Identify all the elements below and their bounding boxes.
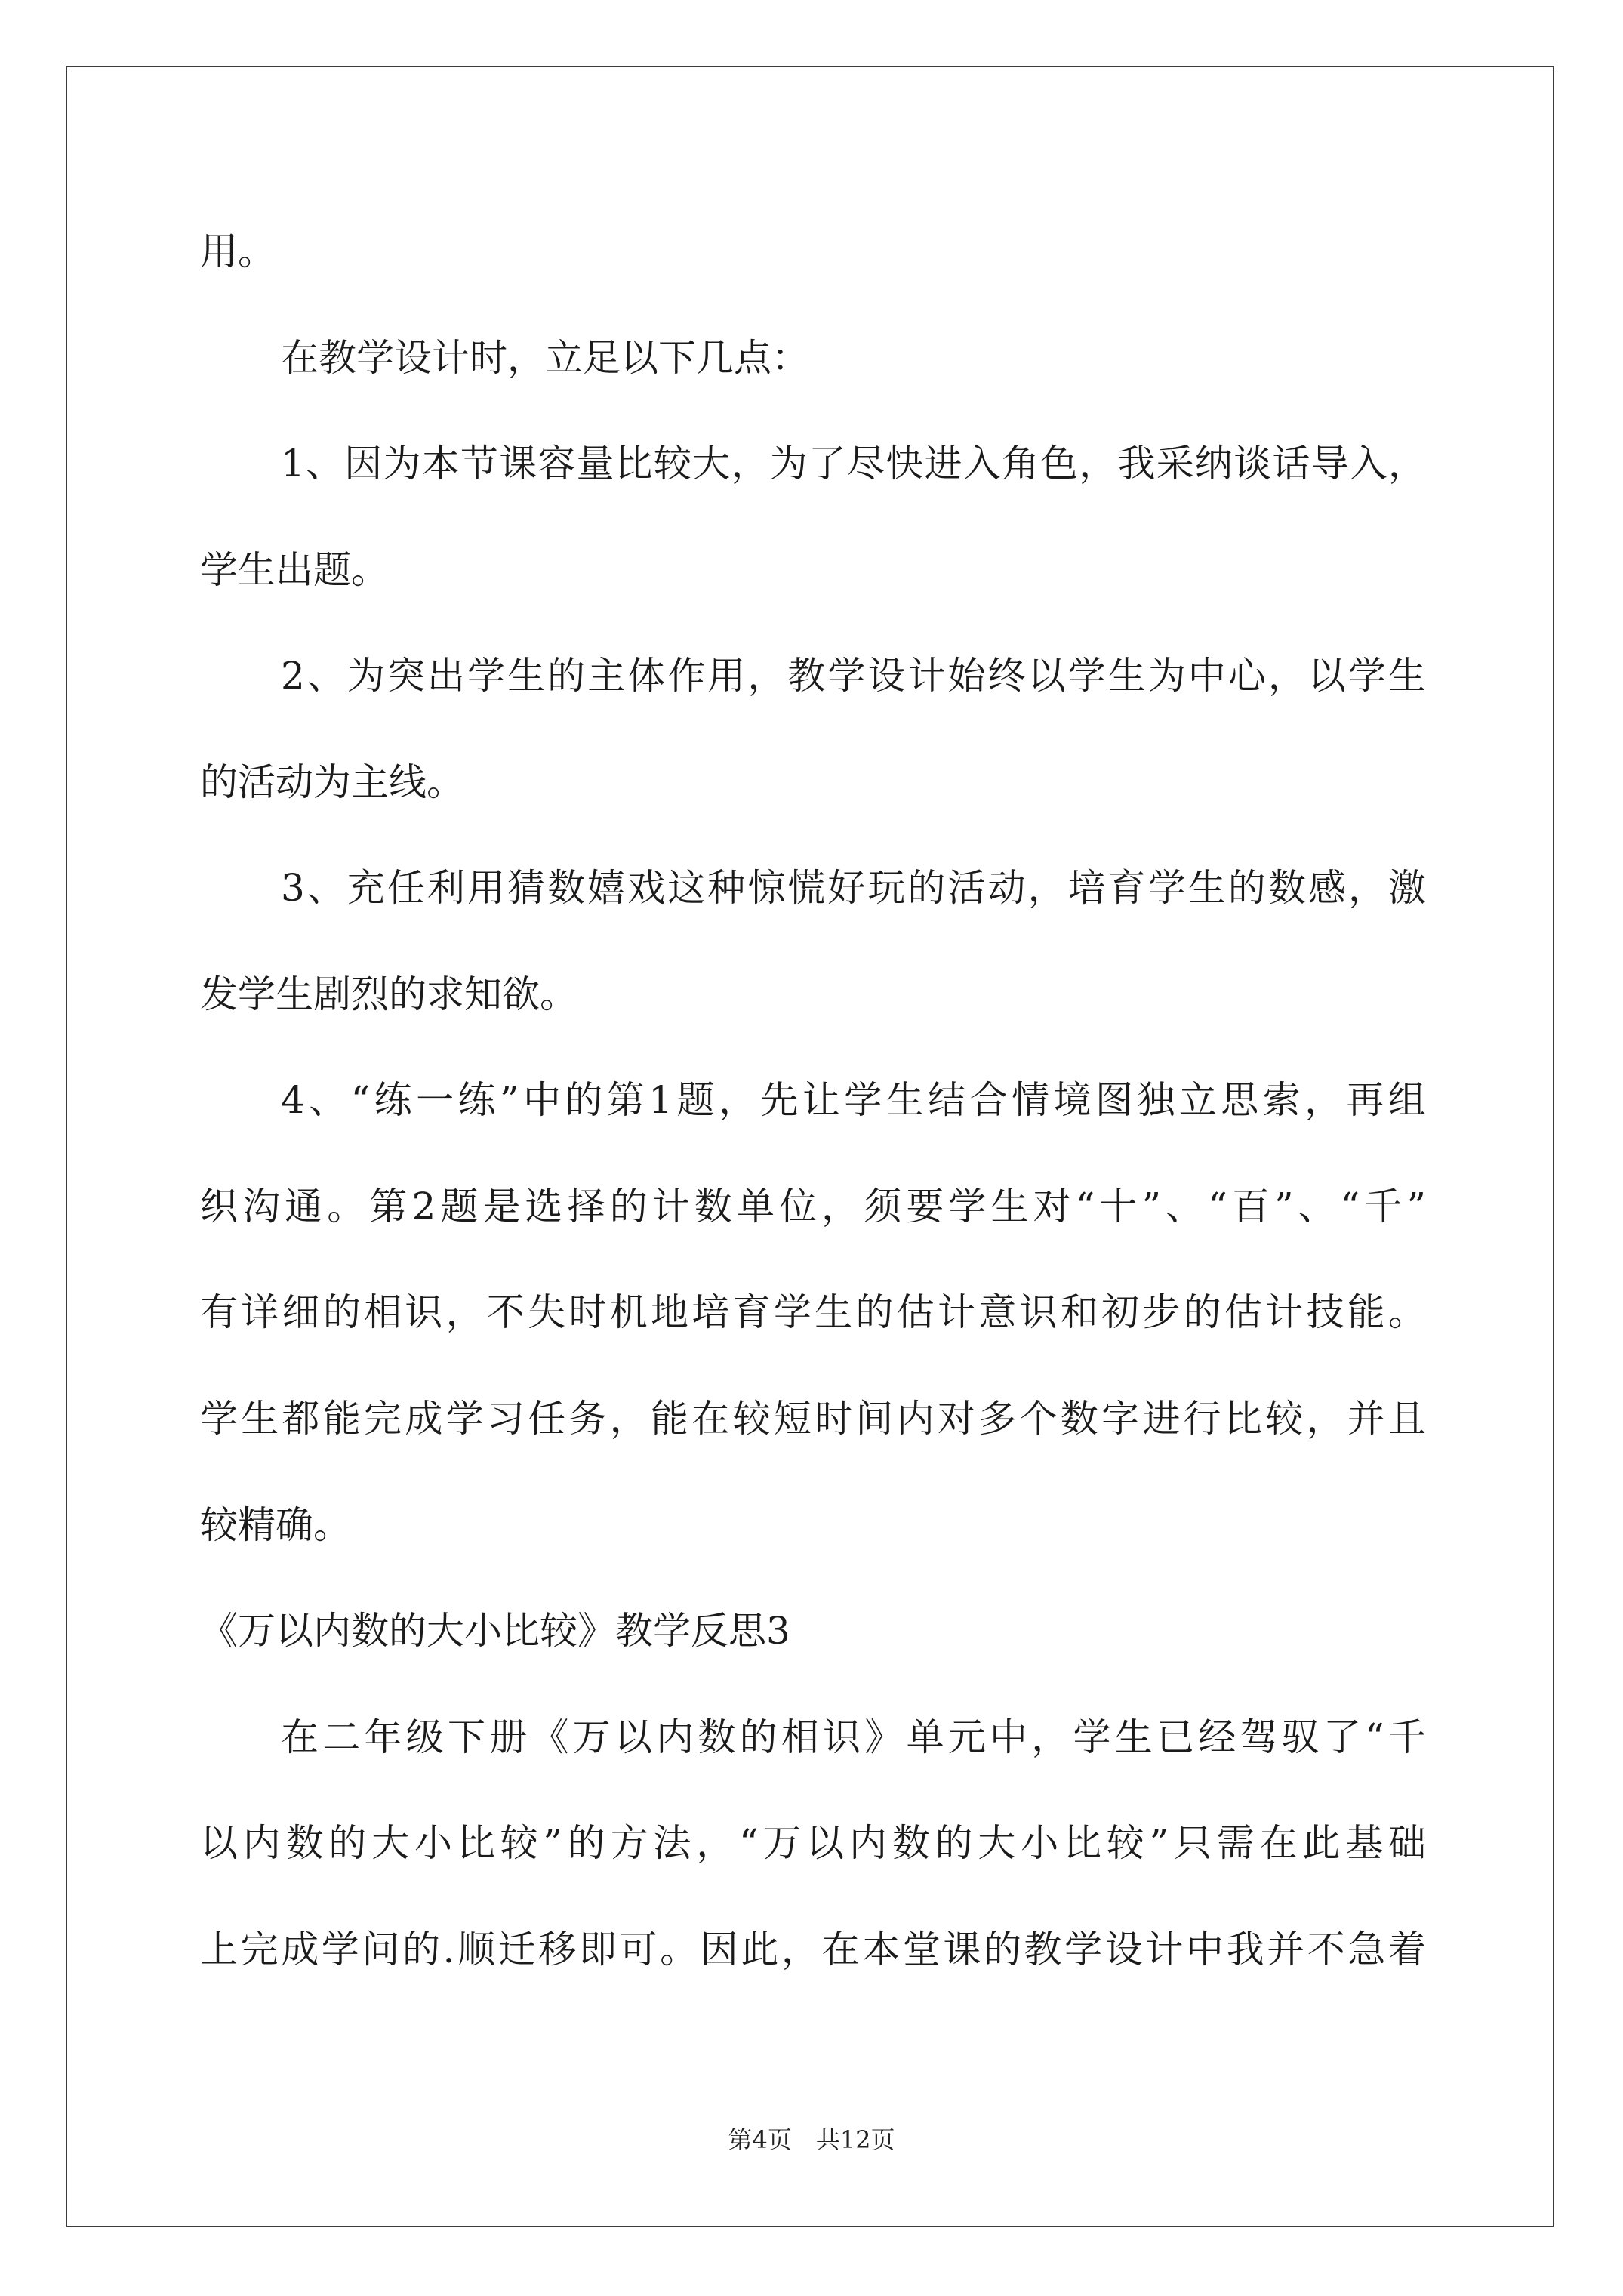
- text-line: 1、因为本节课容量比较大，为了尽快进入角色，我采纳谈话导入，: [281, 442, 1426, 486]
- body-paragraph: [200, 1047, 1426, 1578]
- text-line: 在二年级下册《万以内数的相识》单元中，学生已经驾驭了“千: [281, 1715, 1426, 1759]
- text-line: 较精确。: [200, 1502, 351, 1547]
- text-line: 2、为突出学生的主体作用，教学设计始终以学生为中心，以学生: [281, 654, 1426, 698]
- text-line: 上完成学问的.顺迁移即可。因此，在本堂课的教学设计中我并不急着: [200, 1927, 1426, 1971]
- text-line: 在教学设计时，立足以下几点：: [281, 335, 809, 380]
- body-paragraph: [200, 199, 1426, 305]
- body-paragraph: [200, 411, 1426, 623]
- body-paragraph: [200, 623, 1426, 835]
- section-heading: [200, 1578, 1426, 1684]
- text-line: 的活动为主线。: [200, 760, 464, 804]
- text-line: 有详细的相识，不失时机地培育学生的估计意识和初步的估计技能。: [200, 1290, 1426, 1335]
- text-line: 用。: [200, 230, 276, 273]
- document-body: [200, 199, 1426, 2002]
- text-line: 发学生剧烈的求知欲。: [200, 972, 577, 1016]
- section-heading-text: 《万以内数的大小比较》教学反思3: [200, 1609, 790, 1653]
- text-line: 4、“练一练”中的第1题，先让学生结合情境图独立思索，再组: [281, 1078, 1426, 1123]
- text-line: 学生都能完成学习任务，能在较短时间内对多个数字进行比较，并且: [200, 1397, 1426, 1441]
- text-line: 3、充任利用猜数嬉戏这种惊慌好玩的活动，培育学生的数感，激: [281, 866, 1426, 911]
- text-line: 以内数的大小比较”的方法，“万以内数的大小比较”只需在此基础: [200, 1821, 1426, 1866]
- text-line: 学生出题。: [200, 547, 389, 592]
- body-paragraph: [200, 835, 1426, 1047]
- body-paragraph: [200, 1684, 1426, 2003]
- body-paragraph: [200, 305, 1426, 411]
- page-number: 第4页 共12页: [728, 2125, 895, 2154]
- text-line: 织沟通。第2题是选择的计数单位，须要学生对“十”、“百”、“千”: [200, 1184, 1426, 1228]
